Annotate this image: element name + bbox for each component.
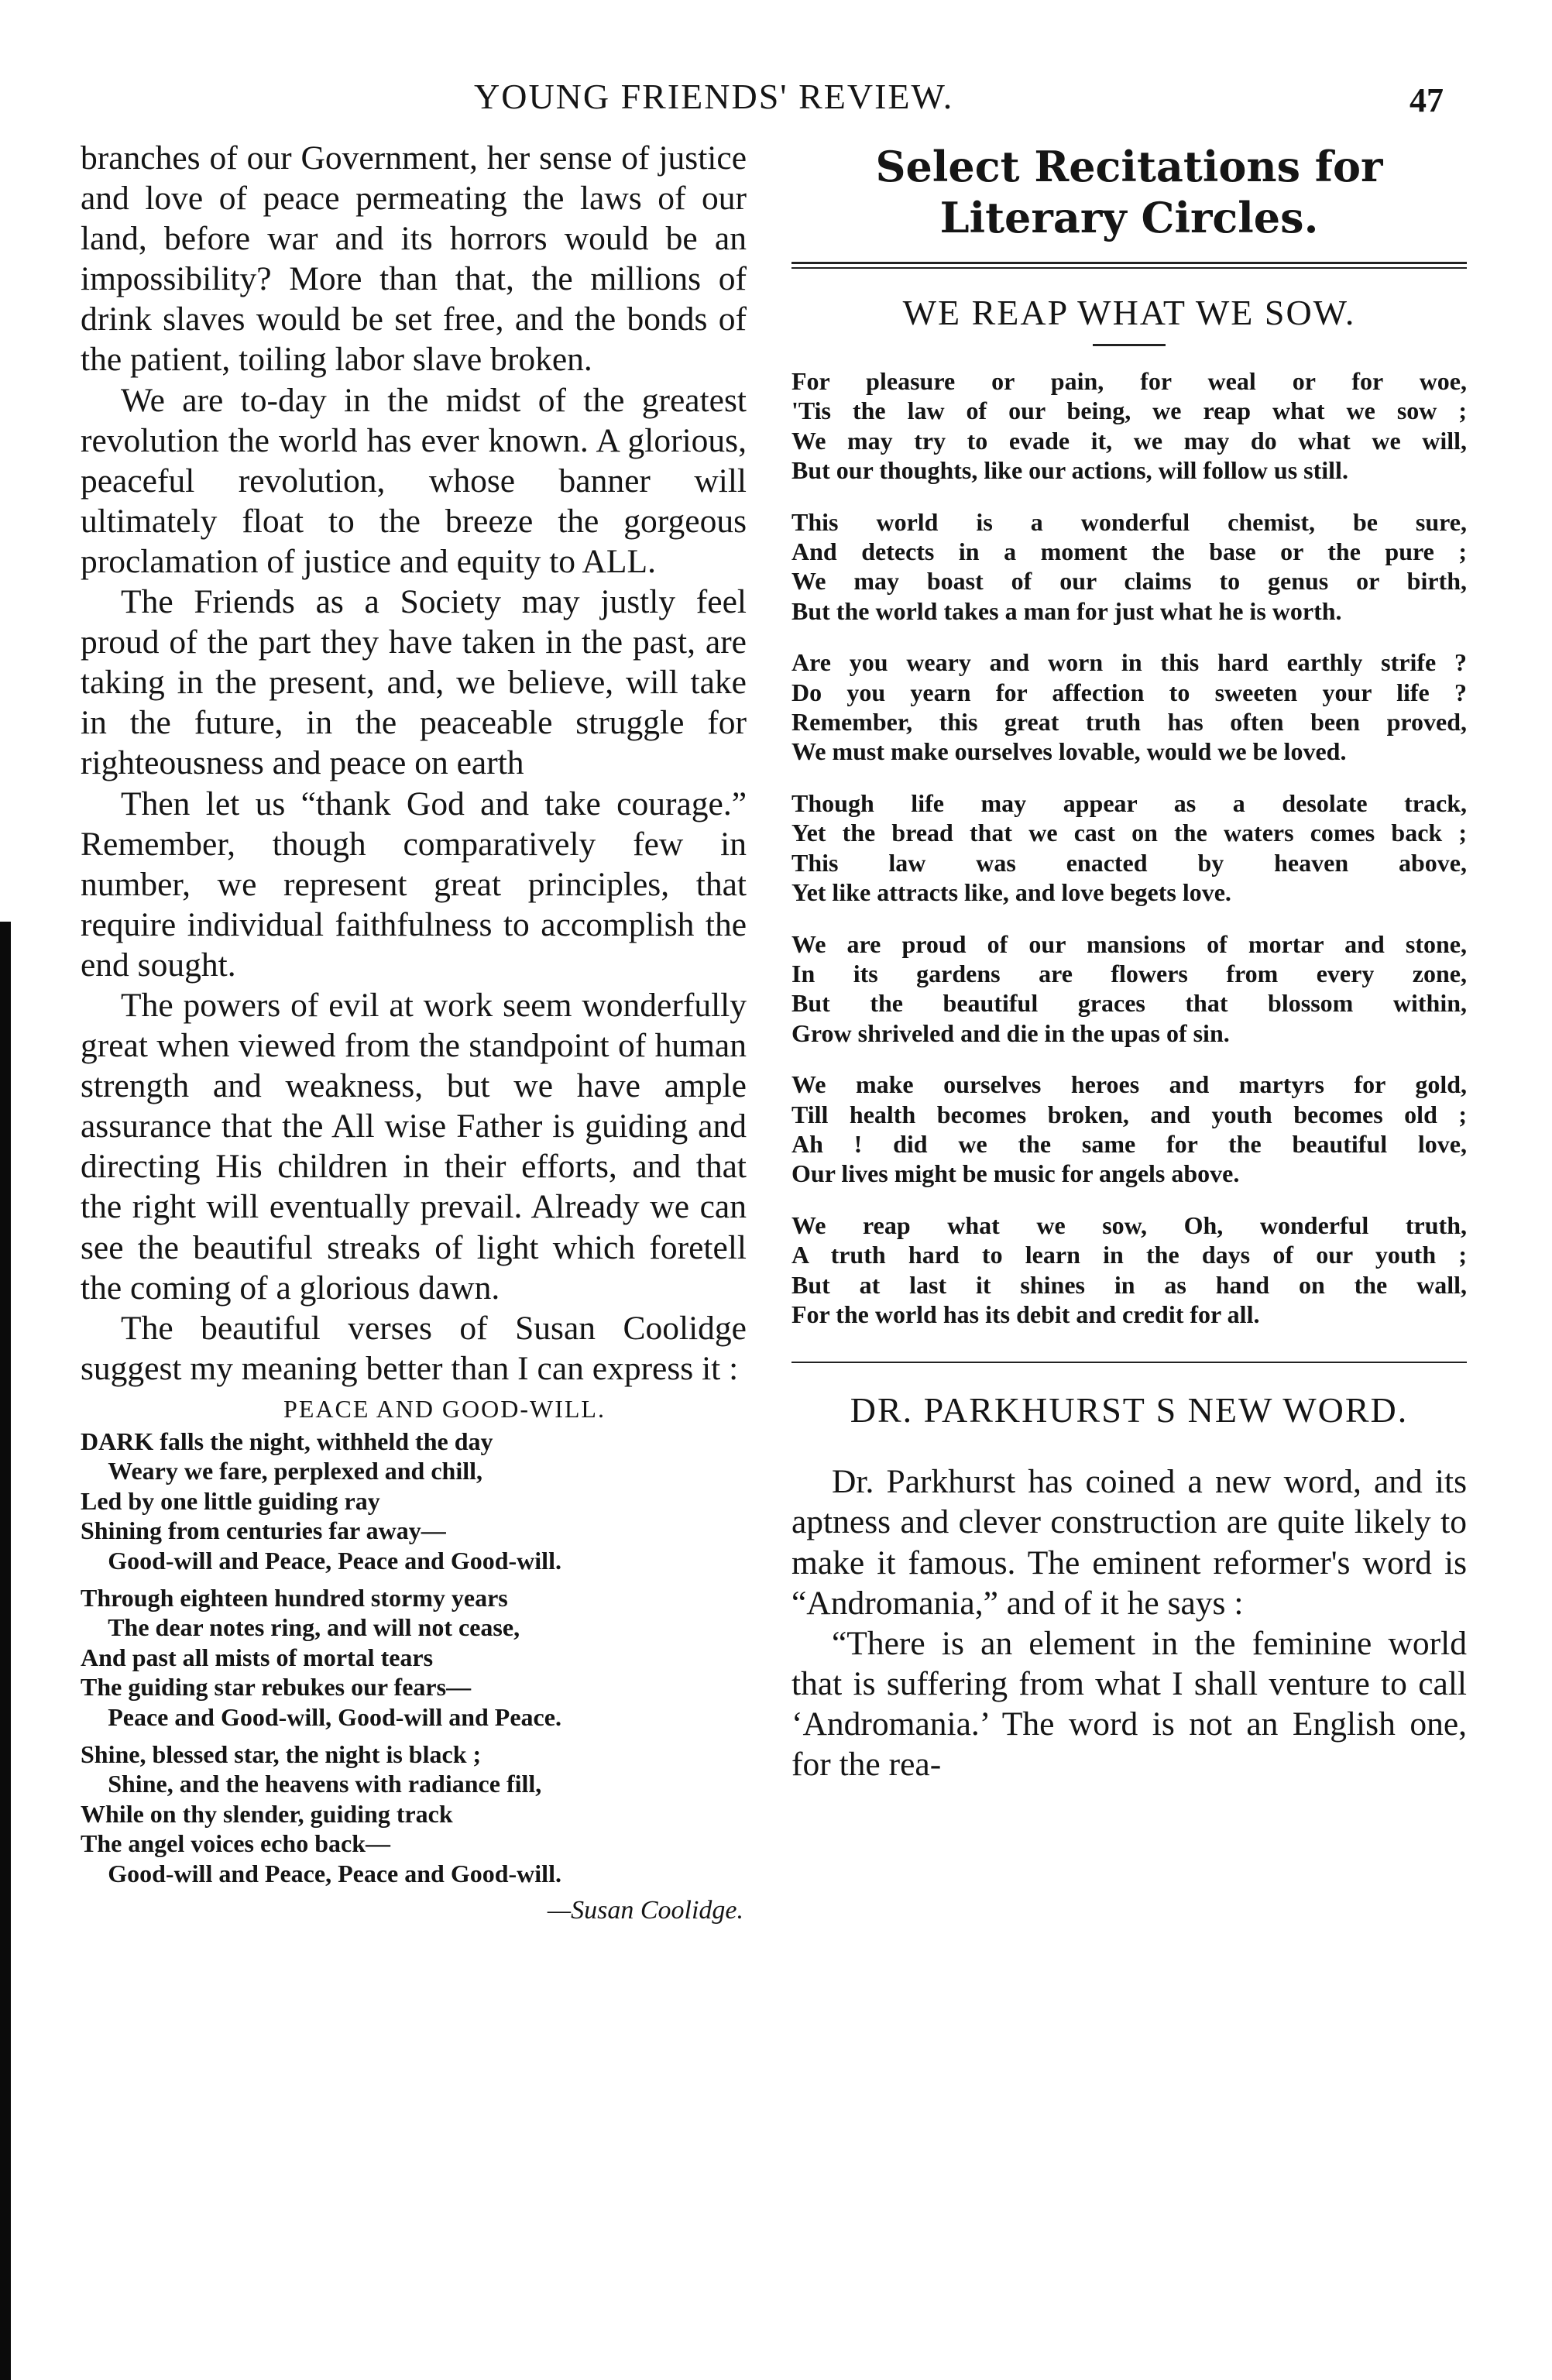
poem-line: But the world takes a man for just what he is worth. <box>791 596 1342 625</box>
poem-line: Do you yearn for affection to sweeten your life ? <box>791 678 1467 706</box>
poem-line: For pleasure or pain, for weal or for woe, <box>791 367 1467 395</box>
poem-line: Through eighteen hundred stormy years <box>81 1583 508 1612</box>
page-number: 47 <box>1410 81 1444 119</box>
paragraph: Then let us “thank God and take courage.” Remember, though comparatively few in number, we represent great principles, that require individual faithfulness to accomplish the end sought. <box>81 785 747 984</box>
poem-line: We must make ourselves lovable, would we be loved. <box>791 737 1347 766</box>
paragraph: The powers of evil at work seem wonderfully great when viewed from the standpoint of human strength and weakness, but we have ample assurance that the All wise Father is guiding and directing His children in their efforts, and that the right will eventually prevail. Already we can see the beautiful streaks of light which foretell the coming of a glorious dawn. <box>81 986 747 1307</box>
stanza <box>791 1070 1467 1189</box>
poem-line: Yet the bread that we cast on the waters comes back ; <box>791 819 1467 847</box>
poem-line: Peace and Good-will, Good-will and Peace. <box>108 1702 561 1731</box>
poem-line: The angel voices echo back— <box>81 1829 390 1858</box>
stanza <box>81 1739 747 1888</box>
binding-edge <box>0 922 11 2380</box>
running-head: YOUNG FRIENDS' REVIEW. <box>474 77 954 116</box>
poem-line: The guiding star rebukes our fears— <box>81 1673 472 1702</box>
poem-line: And detects in a moment the base or the pure ; <box>791 537 1467 566</box>
poem-peace-and-good-will <box>81 1427 747 1888</box>
stanza <box>791 507 1467 627</box>
stanza <box>81 1583 747 1732</box>
poem-line: Remember, this great truth has often been proved, <box>791 708 1467 737</box>
stanza <box>791 647 1467 767</box>
poem-line: The dear notes ring, and will not cease, <box>108 1613 520 1642</box>
poem-title: PEACE AND GOOD-WILL. <box>283 1394 606 1423</box>
stanza <box>791 929 1467 1049</box>
poem-line: Though life may appear as a desolate track, <box>791 788 1467 817</box>
short-rule <box>1093 344 1166 346</box>
poem-line: And past all mists of mortal tears <box>81 1643 434 1671</box>
section-heading: Select Recitations for Literary Circles. <box>875 142 1383 242</box>
paragraph: “There is an element in the feminine world that is suffering from what I shall venture to call ‘Andromania.’ The word is not an English one, for the rea- <box>791 1624 1467 1784</box>
article-body <box>791 1461 1467 1784</box>
poem-line: Yet like attracts like, and love begets love. <box>791 878 1231 907</box>
poem-line: We are proud of our mansions of mortar and stone, <box>791 929 1467 958</box>
poem-line: We reap what we sow, Oh, wonderful truth, <box>791 1211 1467 1239</box>
paragraph: branches of our Government, her sense of justice and love of peace permeating the laws of our land, before war and its horrors would be an impossibility? More than that, the millions of drink slaves would be set free, and the bonds of the patient, toiling labor slave broken. <box>81 139 747 379</box>
poem-line: Shine, and the heavens with radiance fill, <box>108 1770 542 1798</box>
poem-line: Shine, blessed star, the night is black ; <box>81 1739 482 1768</box>
paragraph: The beautiful verses of Susan Coolidge suggest my meaning better than I can express it : <box>81 1309 747 1387</box>
poem-line: But our thoughts, like our actions, will follow us still. <box>791 456 1348 485</box>
double-rule <box>791 262 1467 269</box>
essay-continuation <box>81 138 747 1389</box>
poem-line: Led by one little guiding ray <box>81 1486 380 1515</box>
right-column <box>791 138 1467 1784</box>
poem-line: We make ourselves heroes and martyrs for gold, <box>791 1070 1467 1099</box>
paragraph: Dr. Parkhurst has coined a new word, and its aptness and clever construction are quite likely to make it famous. The eminent reformer's word is “Andromania,” and of it he says : <box>791 1463 1467 1622</box>
poem-line: Weary we fare, perplexed and chill, <box>108 1457 482 1485</box>
stanza <box>81 1427 747 1575</box>
poem-line: DARK falls the night, withheld the day <box>81 1427 493 1455</box>
poem-line: This law was enacted by heaven above, <box>791 848 1467 877</box>
poem-line: We may boast of our claims to genus or birth, <box>791 567 1467 596</box>
poem-title: WE REAP WHAT WE SOW. <box>902 293 1356 332</box>
poem-line: Ah ! did we the same for the beautiful love, <box>791 1129 1467 1158</box>
poem-line: But the beautiful graces that blossom within, <box>791 989 1467 1018</box>
article-title: DR. PARKHURST S NEW WORD. <box>850 1390 1409 1430</box>
poem-we-reap-what-we-sow <box>791 366 1467 1329</box>
poem-attribution: —Susan Coolidge. <box>547 1896 743 1925</box>
poem-line: We may try to evade it, we may do what we will, <box>791 426 1467 455</box>
poem-line: Our lives might be music for angels above. <box>791 1159 1240 1188</box>
poem-line: Grow shriveled and die in the upas of sin. <box>791 1018 1230 1047</box>
poem-line: Shining from centuries far away— <box>81 1516 446 1545</box>
stanza <box>791 788 1467 908</box>
poem-line: Good-will and Peace, Peace and Good-will. <box>108 1546 561 1575</box>
left-column <box>81 138 747 1925</box>
stanza <box>791 1211 1467 1330</box>
poem-line: A truth hard to learn in the days of our youth ; <box>791 1241 1467 1269</box>
poem-line: But at last it shines in as hand on the wall, <box>791 1270 1467 1299</box>
poem-line: Till health becomes broken, and youth becomes old ; <box>791 1100 1467 1128</box>
poem-line: This world is a wonderful chemist, be sure, <box>791 507 1467 536</box>
poem-line: Good-will and Peace, Peace and Good-will. <box>108 1859 561 1887</box>
poem-line: Are you weary and worn in this hard earthly strife ? <box>791 648 1467 677</box>
poem-line: While on thy slender, guiding track <box>81 1799 453 1828</box>
poem-line: 'Tis the law of our being, we reap what we sow ; <box>791 397 1467 425</box>
stanza <box>791 366 1467 486</box>
paragraph: The Friends as a Society may justly feel proud of the part they have taken in the past, are taking in the present, and, we believe, will take in the future, in the peaceable struggle for righteousness and peace on earth <box>81 583 747 782</box>
page-header <box>0 76 1552 130</box>
poem-line: For the world has its debit and credit for all. <box>791 1300 1260 1328</box>
divider <box>791 1362 1467 1363</box>
paragraph: We are to-day in the midst of the greatest revolution the world has ever known. A glorious, peaceful revolution, whose banner will ultimately float to the breeze the gorgeous proclamation of justice and equity to ALL. <box>81 381 747 580</box>
poem-line: In its gardens are flowers from every zone, <box>791 959 1467 987</box>
